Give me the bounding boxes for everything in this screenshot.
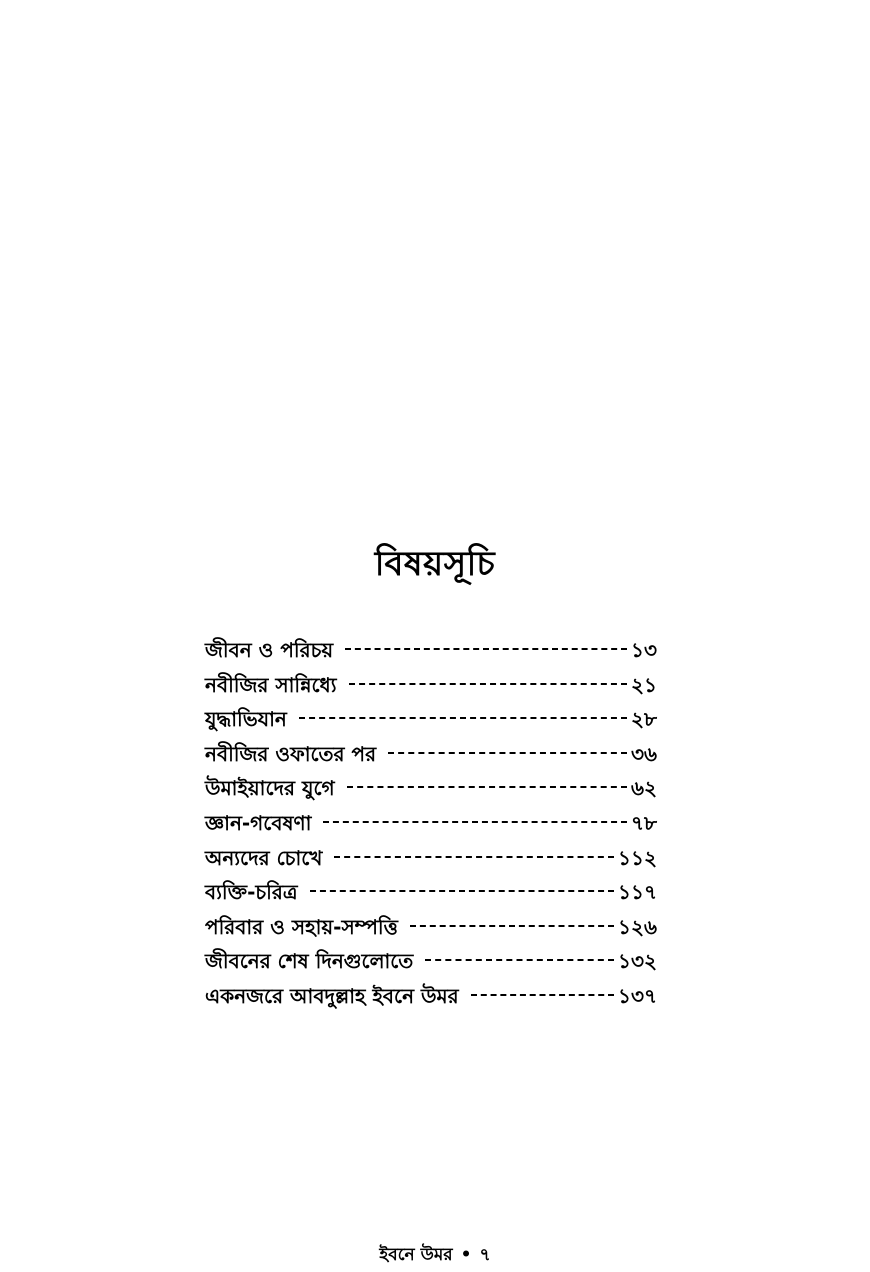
footer-separator: • xyxy=(460,1245,472,1265)
toc-entry-page: ২১ xyxy=(631,672,657,697)
dotted-leader xyxy=(323,821,627,823)
dotted-leader xyxy=(345,648,627,650)
toc-entry xyxy=(205,809,657,844)
toc-entry xyxy=(205,913,657,948)
toc-entry-page: ৬২ xyxy=(630,776,657,801)
dotted-leader xyxy=(471,994,614,996)
toc-entry-label: নবীজির ওফাতের পর xyxy=(205,741,377,766)
dotted-leader xyxy=(299,717,627,719)
toc-entry-label: উমাইয়াদের যুগে xyxy=(205,776,335,801)
toc-entry-page: ১১৭ xyxy=(618,880,657,905)
toc-entry-page: ২৮ xyxy=(631,707,657,732)
toc-entry xyxy=(205,740,657,775)
toc-entry-page: ১২৬ xyxy=(618,914,657,939)
dotted-leader xyxy=(388,752,627,754)
toc-entry-page: ১৩৭ xyxy=(618,983,657,1008)
page-footer xyxy=(0,1242,870,1270)
toc-entry-label: জ্ঞান-গবেষণা xyxy=(205,810,312,835)
toc-entry-label: জীবনের শেষ দিনগুলোতে xyxy=(205,949,414,974)
dotted-leader xyxy=(347,786,627,788)
toc-entry-label: যুদ্ধাভিযান xyxy=(205,707,287,732)
toc-entry xyxy=(205,878,657,913)
toc-entry xyxy=(205,844,657,879)
toc-entry xyxy=(205,705,657,740)
running-title: ইবনে উমর xyxy=(379,1245,453,1265)
toc-entry-page: ১৩২ xyxy=(618,949,657,974)
dotted-leader xyxy=(334,856,614,858)
toc-entry xyxy=(205,982,657,1017)
toc-entry xyxy=(205,671,657,706)
page-title: বিষয়সূচি xyxy=(374,543,496,584)
toc-entry xyxy=(205,636,657,671)
toc-entry-label: একনজরে আবদুল্লাহ ইবনে উমর xyxy=(205,983,459,1008)
toc-entry-label: অন্যদের চোখে xyxy=(205,845,323,870)
dotted-leader xyxy=(310,890,614,892)
toc-entry-label: নবীজির সান্নিধ্যে xyxy=(205,672,337,697)
toc-entry xyxy=(205,947,657,982)
toc-entry-label: ব্যক্তি-চরিত্র xyxy=(205,880,298,905)
dotted-leader xyxy=(425,959,614,961)
toc-entry-page: ১১২ xyxy=(618,845,657,870)
toc-entry-label: পরিবার ও সহায়-সম্পত্তি xyxy=(205,914,398,939)
toc-entry xyxy=(205,774,657,809)
toc-entry-page: ৭৮ xyxy=(631,810,657,835)
toc-entry-page: ৩৬ xyxy=(630,741,657,766)
table-of-contents xyxy=(205,636,657,1017)
dotted-leader xyxy=(410,925,614,927)
dotted-leader xyxy=(349,683,627,685)
toc-entry-label: জীবন ও পরিচয় xyxy=(205,638,334,662)
toc-entry-page: ১৩ xyxy=(631,638,657,662)
page-number: ৭ xyxy=(479,1245,491,1265)
